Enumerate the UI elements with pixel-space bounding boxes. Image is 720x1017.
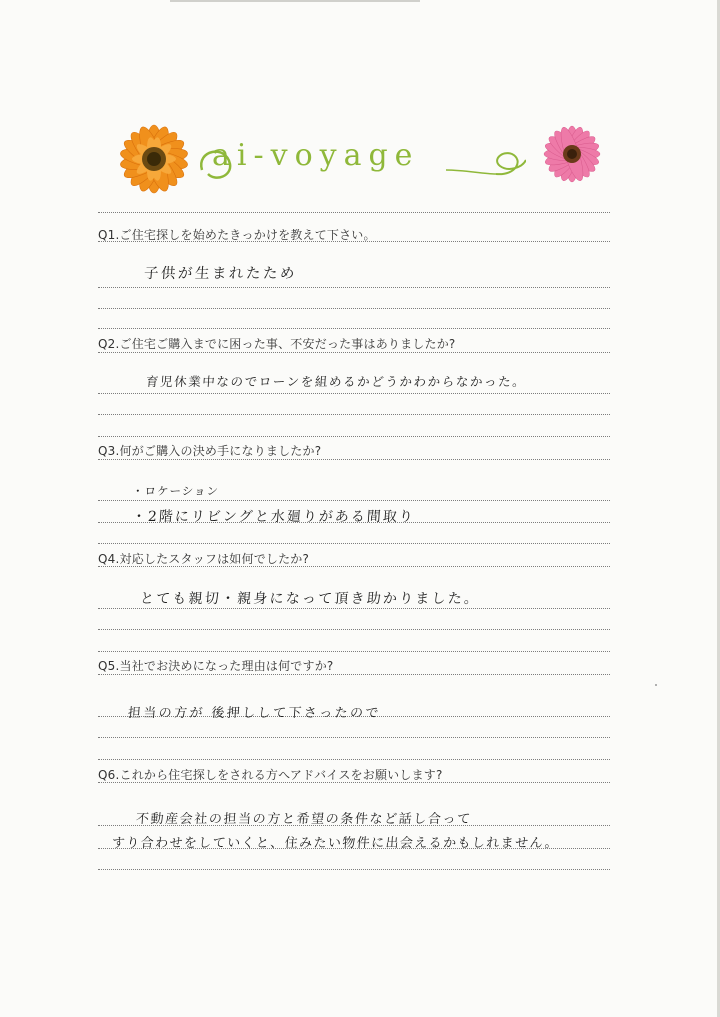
answer-6-line-1: 不動産会社の担当の方と希望の条件など話し合って xyxy=(135,812,473,827)
answer-3-line-1: ・ロケーション xyxy=(131,484,220,498)
answer-2: 育児休業中なのでローンを組めるかどうかわからなかった。 xyxy=(145,374,527,389)
ruled-line xyxy=(98,629,610,630)
answer-3-line-2: ・2階にリビングと水廻りがある間取り xyxy=(131,509,416,525)
ruled-line xyxy=(98,869,610,870)
answer-6-line-2: すり合わせをしていくと、住みたい物件に出会えるかもしれません。 xyxy=(111,836,560,851)
answer-4: とても親切・親身になって頂き助かりました。 xyxy=(139,591,481,607)
ruled-line xyxy=(98,436,610,437)
scan-edge-mark xyxy=(170,0,420,2)
question-1: Q1.ご住宅探しを始めたきっかけを教えて下さい。 xyxy=(98,228,376,242)
ruled-line xyxy=(98,414,610,415)
ruled-line xyxy=(98,459,610,460)
question-6: Q6.これから住宅探しをされる方へアドバイスをお願いします? xyxy=(98,768,443,782)
ruled-line xyxy=(98,737,610,738)
scan-speck xyxy=(655,684,657,686)
question-5: Q5.当社でお決めになった理由は何ですか? xyxy=(98,659,334,673)
ruled-line xyxy=(98,308,610,309)
ruled-line xyxy=(98,212,610,213)
question-2: Q2.ご住宅ご購入までに困った事、不安だった事はありましたか? xyxy=(98,337,456,351)
ruled-line xyxy=(98,500,610,501)
orange-gerbera-icon xyxy=(104,120,204,198)
ruled-line xyxy=(98,287,610,288)
ruled-line xyxy=(98,352,610,353)
pink-gerbera-icon xyxy=(532,122,612,186)
ruled-line xyxy=(98,608,610,609)
ruled-line xyxy=(98,674,610,675)
answer-1: 子供が生まれたため xyxy=(143,266,298,282)
ruled-line xyxy=(98,759,610,760)
ruled-line xyxy=(98,651,610,652)
ruled-line xyxy=(98,328,610,329)
ruled-line xyxy=(98,393,610,394)
answer-5: 担当の方が 後押しして下さったので xyxy=(127,706,382,721)
logo-wordmark: ai-voyage xyxy=(212,138,420,173)
question-4: Q4.対応したスタッフは如何でしたか? xyxy=(98,552,310,566)
header-logo xyxy=(100,118,620,198)
ruled-line xyxy=(98,543,610,544)
question-3: Q3.何がご購入の決め手になりましたか? xyxy=(98,444,322,458)
